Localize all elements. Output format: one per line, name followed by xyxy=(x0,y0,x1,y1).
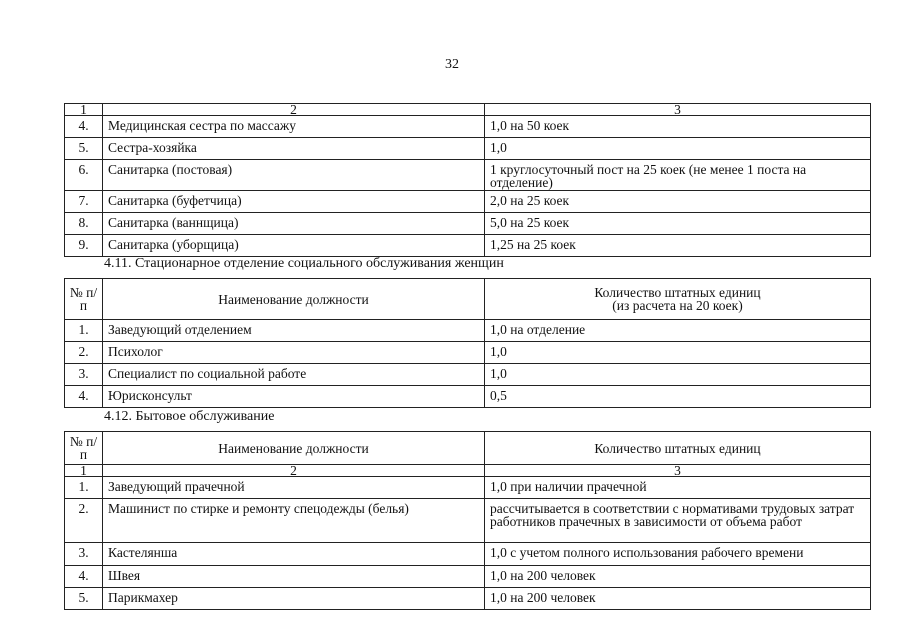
table-row xyxy=(65,191,871,213)
row-number: 1. xyxy=(65,320,103,342)
row-number: 9. xyxy=(65,235,103,257)
header-quantity xyxy=(485,279,871,320)
row-number: 5. xyxy=(65,588,103,610)
row-number: 7. xyxy=(65,191,103,213)
header-position: Наименование должности xyxy=(103,432,485,465)
table-header xyxy=(65,279,871,320)
table-row xyxy=(65,138,871,160)
row-number: 3. xyxy=(65,364,103,386)
position-name: Машинист по стирке и ремонту спецодежды (белья) xyxy=(103,499,485,543)
column-number: 2 xyxy=(103,104,485,116)
position-name: Заведующий отделением xyxy=(103,320,485,342)
staff-quantity: 1,0 xyxy=(485,342,871,364)
staff-quantity: 1 круглосуточный пост на 25 коек (не менее 1 поста на отделение) xyxy=(485,160,871,191)
staff-quantity: 1,0 на 50 коек xyxy=(485,116,871,138)
table-header xyxy=(65,432,871,465)
table-row xyxy=(65,160,871,191)
header-quantity: Количество штатных единиц xyxy=(485,432,871,465)
row-number: 4. xyxy=(65,386,103,408)
row-number: 2. xyxy=(65,499,103,543)
staff-quantity: 1,0 на 200 человек xyxy=(485,566,871,588)
row-number: 1. xyxy=(65,477,103,499)
position-name: Санитарка (уборщица) xyxy=(103,235,485,257)
staff-quantity: 1,0 на 200 человек xyxy=(485,588,871,610)
staff-quantity: 0,5 xyxy=(485,386,871,408)
column-number: 2 xyxy=(103,465,485,477)
staff-quantity: 1,0 при наличии прачечной xyxy=(485,477,871,499)
table-row xyxy=(65,566,871,588)
staff-quantity: 1,25 на 25 коек xyxy=(485,235,871,257)
table-row xyxy=(65,386,871,408)
position-name: Санитарка (буфетчица) xyxy=(103,191,485,213)
table-row xyxy=(65,320,871,342)
staff-quantity: 1,0 xyxy=(485,364,871,386)
table-row xyxy=(65,235,871,257)
table-row xyxy=(65,499,871,543)
column-number-row xyxy=(65,104,871,116)
row-number: 3. xyxy=(65,543,103,566)
position-name: Сестра-хозяйка xyxy=(103,138,485,160)
header-number: № п/п xyxy=(65,279,103,320)
table-row xyxy=(65,213,871,235)
column-number: 1 xyxy=(65,465,103,477)
page-number: 32 xyxy=(445,57,459,72)
staff-quantity: 1,0 на отделение xyxy=(485,320,871,342)
row-number: 8. xyxy=(65,213,103,235)
table-row xyxy=(65,364,871,386)
staff-quantity: рассчитывается в соответствии с нормативами трудовых затрат работников прачечных в зависимости от объема работ xyxy=(485,499,871,543)
row-number: 4. xyxy=(65,116,103,138)
table-row xyxy=(65,588,871,610)
staff-quantity: 5,0 на 25 коек xyxy=(485,213,871,235)
staff-table-household-service xyxy=(64,431,871,610)
column-number: 3 xyxy=(485,465,871,477)
header-number: № п/п xyxy=(65,432,103,465)
column-number: 3 xyxy=(485,104,871,116)
row-number: 5. xyxy=(65,138,103,160)
position-name: Заведующий прачечной xyxy=(103,477,485,499)
staff-table-women-department xyxy=(64,278,871,408)
position-name: Парикмахер xyxy=(103,588,485,610)
staff-quantity: 1,0 с учетом полного использования рабочего времени xyxy=(485,543,871,566)
position-name: Психолог xyxy=(103,342,485,364)
position-name: Швея xyxy=(103,566,485,588)
position-name: Медицинская сестра по массажу xyxy=(103,116,485,138)
position-name: Юрисконсульт xyxy=(103,386,485,408)
column-number: 1 xyxy=(65,104,103,116)
header-position: Наименование должности xyxy=(103,279,485,320)
table-row xyxy=(65,477,871,499)
section-title: 4.12. Бытовое обслуживание xyxy=(104,409,275,424)
position-name: Санитарка (постовая) xyxy=(103,160,485,191)
row-number: 6. xyxy=(65,160,103,191)
table-row xyxy=(65,342,871,364)
staff-quantity: 2,0 на 25 коек xyxy=(485,191,871,213)
staff-table-continued xyxy=(64,103,871,257)
staff-quantity: 1,0 xyxy=(485,138,871,160)
row-number: 2. xyxy=(65,342,103,364)
header-quantity-line2: (из расчета на 20 коек) xyxy=(612,298,743,313)
header-quantity-line1: Количество штатных единиц xyxy=(594,285,761,300)
position-name: Кастелянша xyxy=(103,543,485,566)
row-number: 4. xyxy=(65,566,103,588)
table-row xyxy=(65,543,871,566)
section-title: 4.11. Стационарное отделение социального обслуживания женщин xyxy=(104,256,504,271)
table-row xyxy=(65,116,871,138)
position-name: Специалист по социальной работе xyxy=(103,364,485,386)
column-number-row xyxy=(65,465,871,477)
position-name: Санитарка (ваннщица) xyxy=(103,213,485,235)
